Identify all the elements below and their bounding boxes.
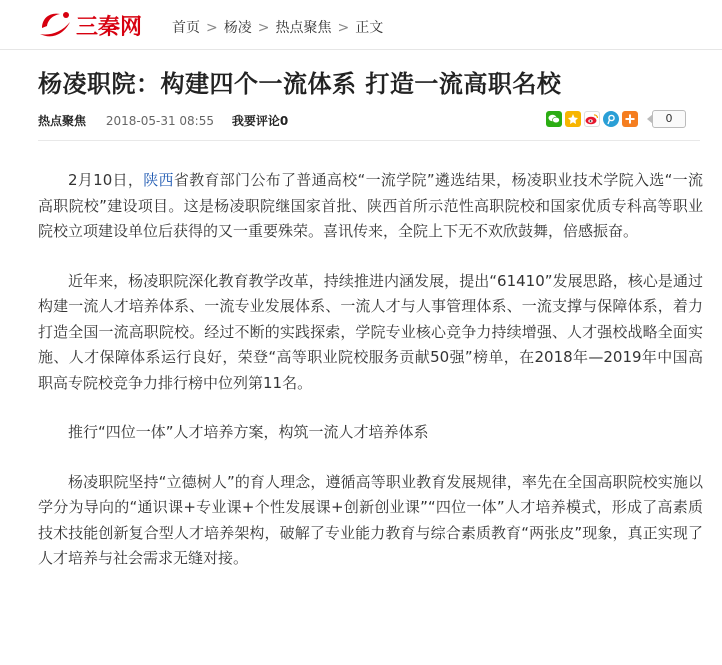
breadcrumb-yangling[interactable]: 杨凌 <box>223 20 252 36</box>
article-meta <box>38 112 288 129</box>
qzone-icon[interactable] <box>565 111 581 127</box>
breadcrumb-separator: > <box>337 20 350 36</box>
breadcrumb-current: 正文 <box>355 20 384 36</box>
paragraph-2: 近年来，杨凌职院深化教育教学改革，持续推进内涵发展，提出“61410”发展思路，核心是通过构建一流人才培养体系、一流专业发展体系、一流人才与人事管理体系、一流支撑与保障体系，着力打造全国一流高职院校。经过不断的实践探索，学院专业核心竞争力持续增强、人才强校战略全面实施、人才保障体系运行良好，荣登“高等职业院校服务贡献50强”榜单，在2018年—2019年中国高职高专院校竞争力排行榜中位列第11名。 <box>38 271 703 392</box>
p1-text-start: 2月10日， <box>68 171 144 189</box>
wechat-icon[interactable] <box>546 111 562 127</box>
top-bar <box>0 0 722 50</box>
logo-mark <box>36 6 156 44</box>
share-bar <box>546 109 686 129</box>
site-logo[interactable] <box>36 6 156 44</box>
breadcrumb-hot-topics[interactable]: 热点聚焦 <box>275 20 332 36</box>
breadcrumb-separator: > <box>257 20 270 36</box>
comment-link[interactable]: 我要评论0 <box>231 114 289 128</box>
p1-text-end: 省教育部门公布了普通高校“一流学院”遴选结果，杨凌职业技术学院入选“一流高职院校”建设项目。这是杨凌职院继国家首批、陕西首所示范性高职院校和国家优质专科高等职业院校立项建设单位后获得的又一重要殊荣。喜讯传来，全院上下无不欢欣鼓舞，倍感振奋。 <box>38 171 703 240</box>
paragraph-1 <box>38 168 703 245</box>
publish-time: 2018-05-31 08:55 <box>105 114 214 128</box>
shaanxi-link[interactable]: 陕西 <box>143 171 174 189</box>
paragraph-4: 杨凌职院坚持“立德树人”的育人理念，遵循高等职业教育发展规律，率先在全国高职院校实施以学分为导向的“通识课+专业课+个性发展课+创新创业课”“四位一体”人才培养模式，形成了高素质技术技能创新复合型人才培养架构，破解了专业能力教育与综合素质教育“两张皮”现象，真正实现了人才培养与社会需求无缝对接。 <box>38 472 703 567</box>
share-count: 0 <box>652 110 686 128</box>
article-body <box>38 168 703 596</box>
logo-text: 三秦网 <box>76 15 143 40</box>
breadcrumb-separator: > <box>206 20 218 36</box>
breadcrumb <box>172 17 383 37</box>
more-icon[interactable] <box>622 111 638 127</box>
paragraph-3-subheading: 推行“四位一体”人才培养方案，构筑一流人才培养体系 <box>68 423 429 441</box>
article-title: 杨凌职院：构建四个一流体系 打造一流高职名校 <box>38 70 562 98</box>
channel-link[interactable]: 热点聚焦 <box>38 114 87 128</box>
tencent-weibo-icon[interactable] <box>603 111 619 127</box>
weibo-icon[interactable] <box>584 111 600 127</box>
breadcrumb-home[interactable]: 首页 <box>172 20 200 36</box>
title-divider <box>38 140 700 141</box>
